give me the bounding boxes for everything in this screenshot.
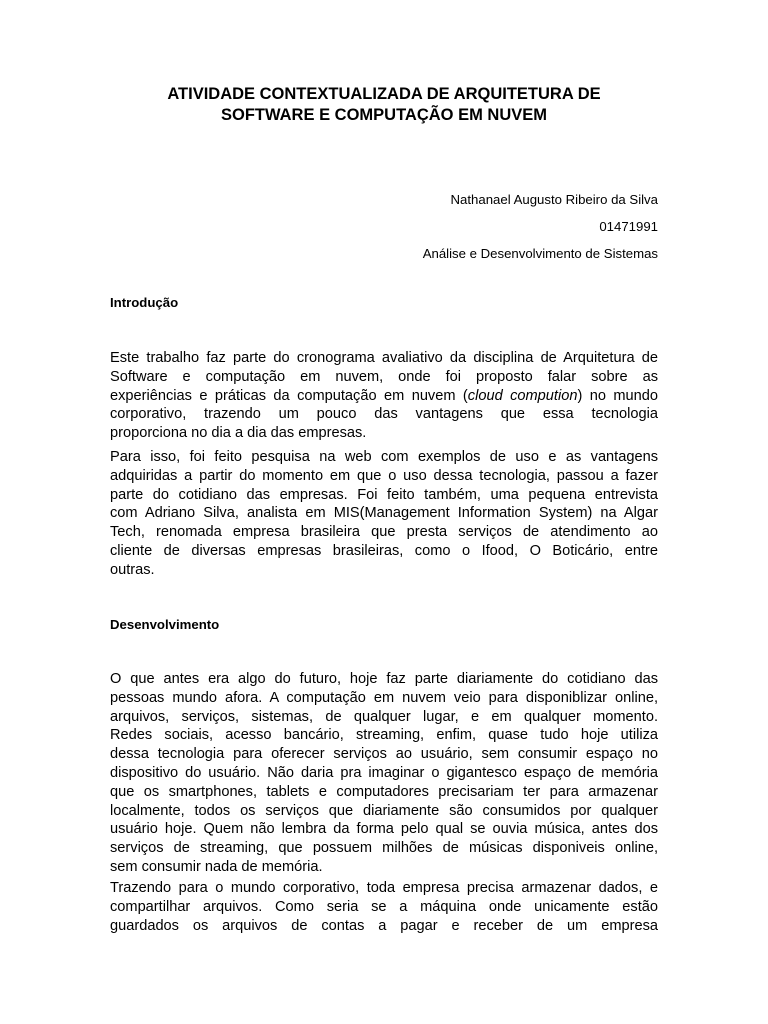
text-line: localmente, todos os serviços que diariamente são consumidos por qualquer [110,802,658,819]
text-line: dispositivo do usuário. Não daria pra imaginar o gigantesco espaço de memória [110,764,658,781]
text-line: O que antes era algo do futuro, hoje faz parte diariamente do cotidiano das [110,671,658,687]
text-line: usuário hoje. Quem não lembra da forma pelo qual se ouvia música, antes dos [110,821,658,838]
text-line: Para isso, foi feito pesquisa na web com exemplos de uso e as vantagens [110,449,658,465]
text-line: serviços de streaming, que possuem milhões de músicas disponiveis online, [110,840,658,857]
text-line: adquiridas a partir do momento em que o uso dessa tecnologia, passou a fazer [110,467,658,484]
text-line: com Adriano Silva, analista em MIS(Management Information System) na Algar [110,505,658,522]
text-line: Este trabalho faz parte do cronograma avaliativo da disciplina de Arquitetura de [110,350,658,366]
text-fragment: experiências e práticas da computação em nuvem ( [110,387,468,404]
text-line [110,387,658,406]
text-line: cliente de diversas empresas brasileiras, como o Ifood, O Boticário, entre [110,542,658,559]
text-line: guardados os arquivos de contas a pagar e receber de um empresa [110,917,658,934]
text-line: compartilhar arquivos. Como seria se a máquina onde unicamente estão [110,898,658,915]
author-block [423,186,658,267]
paragraph-development-2 [110,879,658,935]
text-line: proporciona no dia a dia das empresas. [110,425,367,442]
paragraph-intro-2 [110,448,658,580]
text-line: pessoas mundo afora. A computação em nuvem veio para disponiblizar online, [110,689,658,706]
text-line: dessa tecnologia para oferecer serviços ao usuário, sem consumir espaço no [110,746,658,763]
text-line: sem consumir nada de memória. [110,858,323,875]
text-line: Tech, renomada empresa brasileira que presta serviços de atendimento ao [110,524,658,541]
text-line: Trazendo para o mundo corporativo, toda empresa precisa armazenar dados, e [110,880,658,896]
text-line: arquivos, serviços, sistemas, de qualquer lugar, e em qualquer momento. [110,708,658,725]
text-line: corporativo, trazendo um pouco das vantagens que essa tecnologia [110,406,658,423]
text-line: que os smartphones, tablets e computadores precisariam ter para armazenar [110,783,658,800]
title-line-1: ATIVIDADE CONTEXTUALIZADA DE ARQUITETURA DE [167,85,601,103]
emphasis-term: cloud compution [467,387,578,404]
author-name: Nathanael Augusto Ribeiro da Silva [450,192,658,207]
paragraph-development-1 [110,670,658,877]
title-line-2: SOFTWARE E COMPUTAÇÃO EM NUVEM [220,106,548,124]
paragraph-intro-1 [110,349,658,443]
document-title [110,84,658,126]
section-heading-development: Desenvolvimento [110,617,220,632]
section-heading-introduction: Introdução [110,295,179,310]
course-name: Análise e Desenvolvimento de Sistemas [422,246,658,261]
student-id: 01471991 [599,219,658,234]
text-line: outras. [110,561,155,578]
text-fragment: ) no mundo [577,387,659,404]
text-line: Redes sociais, acesso bancário, streaming, enfim, quase tudo hoje utiliza [110,727,658,744]
text-line: Software e computação em nuvem, onde foi proposto falar sobre as [110,368,658,385]
text-line: parte do cotidiano das empresas. Foi feito também, uma pequena entrevista [110,486,658,503]
